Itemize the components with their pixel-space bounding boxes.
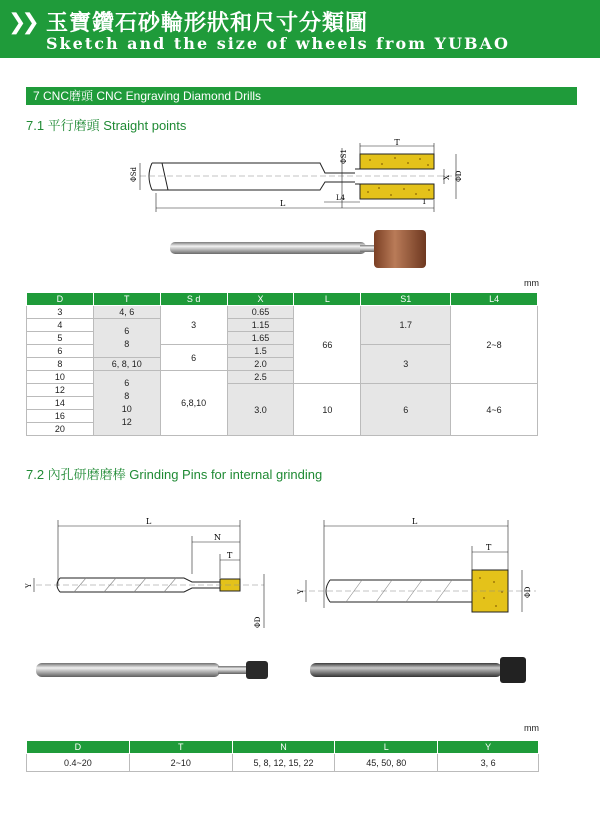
col-header-t: T	[129, 741, 232, 754]
pin1-l-label: L	[146, 517, 152, 526]
cell-t-group	[93, 371, 160, 436]
straight-point-photo	[170, 226, 440, 274]
double-chevron-icon: ❯❯	[8, 10, 35, 35]
straight-points-subtitle: 7.1 平行磨頭 Straight points	[26, 118, 187, 133]
grinding-pin-photo-small	[36, 655, 276, 685]
cell-t: 6, 8, 10	[93, 358, 160, 371]
dim-d-label: ΦD	[455, 170, 463, 182]
header-title-english: Sketch and the size of wheels from YUBAO	[46, 34, 510, 53]
cell-s1: 3	[361, 345, 451, 384]
dim-sd-label: ΦSd	[130, 166, 138, 182]
col-header-n: N	[232, 741, 335, 754]
cell-s1: 6	[361, 384, 451, 436]
cell-d: 3	[27, 306, 94, 319]
pin1-t-label: T	[227, 551, 233, 560]
pin1-n-label: N	[214, 533, 221, 542]
cell-y: 3, 6	[438, 754, 539, 772]
cell-t: 8	[124, 339, 130, 349]
pin1-d-label: ΦD	[254, 616, 262, 628]
col-header-x: X	[227, 293, 294, 306]
dim-t-label: T	[394, 138, 400, 147]
cell-d: 8	[27, 358, 94, 371]
grinding-pin-drawing-small	[24, 512, 280, 632]
col-header-y: Y	[438, 741, 539, 754]
pin2-l-label: L	[412, 517, 418, 526]
col-header-l: L	[335, 741, 438, 754]
cell-sd: 6,8,10	[160, 371, 227, 436]
section-title-bar: 7 CNC磨頭 CNC Engraving Diamond Drills	[26, 87, 577, 105]
cell-l4: 4~6	[451, 384, 538, 436]
cell-x: 0.65	[227, 306, 294, 319]
grinding-pin-drawing-large	[296, 512, 546, 622]
cell-d: 12	[27, 384, 94, 397]
straight-point-drawing	[120, 138, 480, 218]
cell-l: 66	[294, 306, 361, 384]
cell-t: 8	[124, 391, 130, 401]
cell-d: 10	[27, 371, 94, 384]
cell-d: 16	[27, 410, 94, 423]
cell-t: 10	[121, 404, 132, 414]
col-header-t: T	[93, 293, 160, 306]
cell-l4: 2~8	[451, 306, 538, 384]
col-header-d: D	[27, 741, 130, 754]
cell-n: 5, 8, 12, 15, 22	[232, 754, 335, 772]
cell-d: 20	[27, 423, 94, 436]
cell-x: 1.65	[227, 332, 294, 345]
cell-s1: 1.7	[361, 306, 451, 345]
cell-t: 12	[121, 417, 132, 427]
cell-x: 2.0	[227, 358, 294, 371]
cell-l: 45, 50, 80	[335, 754, 438, 772]
cell-t: 6	[124, 326, 130, 336]
col-header-d: D	[27, 293, 94, 306]
cell-x: 2.5	[227, 371, 294, 384]
col-header-l: L	[294, 293, 361, 306]
pin2-y-label: Y	[297, 589, 305, 594]
col-header-sd: S d	[160, 293, 227, 306]
pin2-d-label: ΦD	[524, 586, 532, 598]
pin2-t-label: T	[486, 543, 492, 552]
cell-x: 1.15	[227, 319, 294, 332]
cell-t: 4, 6	[93, 306, 160, 319]
unit-label-1: mm	[524, 278, 539, 288]
unit-label-2: mm	[524, 723, 539, 733]
dim-x-label: X	[443, 175, 451, 180]
cell-x: 3.0	[227, 384, 294, 436]
dim-l4-label: L4	[336, 194, 346, 202]
grinding-pin-photo-large	[310, 653, 532, 687]
cell-sd: 3	[160, 306, 227, 345]
header-title-chinese: 玉寶鑽石砂輪形狀和尺寸分類圖	[46, 10, 369, 36]
cell-l: 10	[294, 384, 361, 436]
col-header-l4: L4	[451, 293, 538, 306]
grinding-pins-table	[26, 740, 539, 772]
grinding-pins-subtitle: 7.2 內孔研磨磨棒 Grinding Pins for internal grinding	[26, 467, 323, 482]
cell-d: 5	[27, 332, 94, 345]
dim-l-label: L	[280, 199, 286, 208]
pin1-y-label: Y	[25, 583, 33, 588]
cell-sd: 6	[160, 345, 227, 371]
col-header-s1: S1	[361, 293, 451, 306]
straight-points-table	[26, 292, 538, 436]
page-header	[0, 0, 600, 58]
cell-d: 0.4~20	[27, 754, 130, 772]
cell-t: 2~10	[129, 754, 232, 772]
dim-s1-label: ΦS1	[340, 149, 348, 164]
cell-d: 4	[27, 319, 94, 332]
cell-t-group	[93, 319, 160, 358]
cell-d: 6	[27, 345, 94, 358]
dim-one-label: 1	[422, 198, 427, 206]
cell-t: 6	[124, 378, 130, 388]
cell-x: 1.5	[227, 345, 294, 358]
cell-d: 14	[27, 397, 94, 410]
